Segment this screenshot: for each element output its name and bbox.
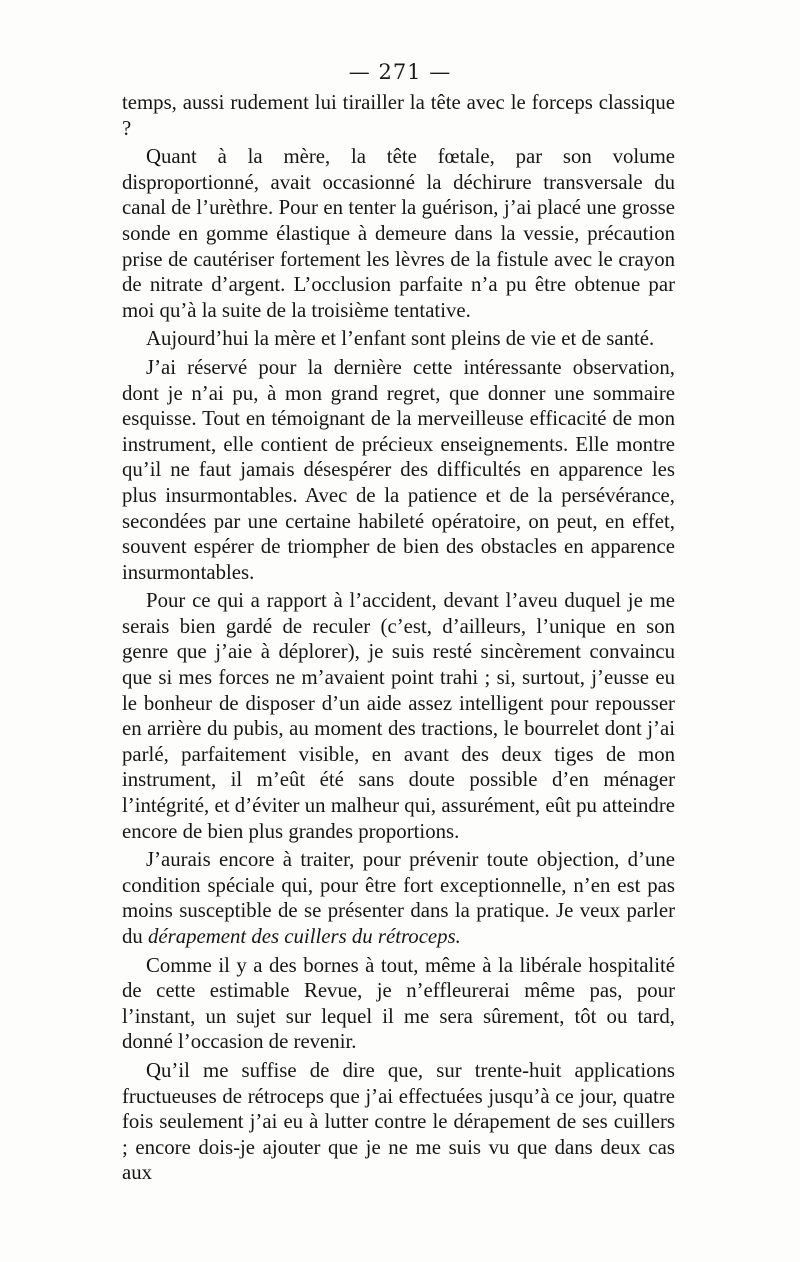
paragraph bbox=[122, 847, 675, 949]
paragraph: Quant à la mère, la tête fœtale, par son volume disproportionné, avait occasionné la déchirure transversale du canal de l’urèthre. Pour en tenter la guérison, j’ai placé une grosse sonde en gomme élastique à demeure dans la vessie, précaution prise de cautériser fortement les lèvres de la fistule avec le crayon de nitrate d’argent. L’occlusion parfaite n’a pu être obtenue par moi qu’à la suite de la troisième tentative. bbox=[122, 145, 675, 322]
paragraph-continuation: temps, aussi rudement lui tirailler la tête avec le forceps classique ? bbox=[122, 91, 675, 140]
page-number: — 271 — bbox=[348, 60, 452, 84]
paragraph: Pour ce qui a rapport à l’accident, devant l’aveu duquel je me serais bien gardé de reculer (c’est, d’ailleurs, l’unique en son genre que j’aie à déplorer), je suis resté sincèrement convaincu que si mes forces ne m’avaient point trahi ; si, surtout, j’eusse eu le bonheur de disposer d’un aide assez intelligent pour repousser en arrière du pubis, au moment des tractions, le bourrelet dont j’ai parlé, parfaitement visible, en avant des deux tiges de mon instrument, il m’eût été sans doute possible d’en ménager l’intégrité, et d’éviter un malheur qui, assurément, eût pu atteindre encore de bien plus grandes proportions. bbox=[122, 589, 675, 843]
paragraph: Qu’il me suffise de dire que, sur trente-huit applications fructueuses de rétroceps que j’ai effectuées jusqu’à ce jour, quatre fois seulement j’ai eu à lutter contre le dérapement de ses cuillers ; encore dois-je ajouter que je ne me suis vu que dans deux cas aux bbox=[122, 1058, 675, 1185]
paragraph: Aujourd’hui la mère et l’enfant sont pleins de vie et de santé. bbox=[146, 327, 655, 351]
paragraph-text: J’aurais encore à traiter, pour prévenir toute objection, d’une condition spéciale qui, pour être fort exceptionnelle, n’en est pas moins susceptible de se présenter dans la pratique. Je veux parler du bbox=[122, 848, 675, 948]
paragraph: Comme il y a des bornes à tout, même à la libérale hospitalité de cette estimable Revue, je n’effleurerai même pas, pour l’instant, un sujet sur lequel il me sera sûrement, tôt ou tard, donné l’occasion de revenir. bbox=[122, 953, 675, 1054]
paragraph: J’ai réservé pour la dernière cette intéressante observation, dont je n’ai pu, à mon grand regret, que donner une sommaire esquisse. Tout en témoignant de la merveilleuse efficacité de mon instrument, elle contient de précieux enseignements. Elle montre qu’il ne faut jamais désespérer des difficultés en apparence les plus insurmontables. Avec de la patience et de la persévérance, secondées par une certaine habileté opératoire, on peut, en effet, souvent espérer de triompher de bien des obstacles en apparence insurmontables. bbox=[122, 355, 675, 584]
body-text bbox=[122, 90, 675, 1189]
italic-term: dérapement des cuillers du rétroceps. bbox=[148, 925, 461, 948]
